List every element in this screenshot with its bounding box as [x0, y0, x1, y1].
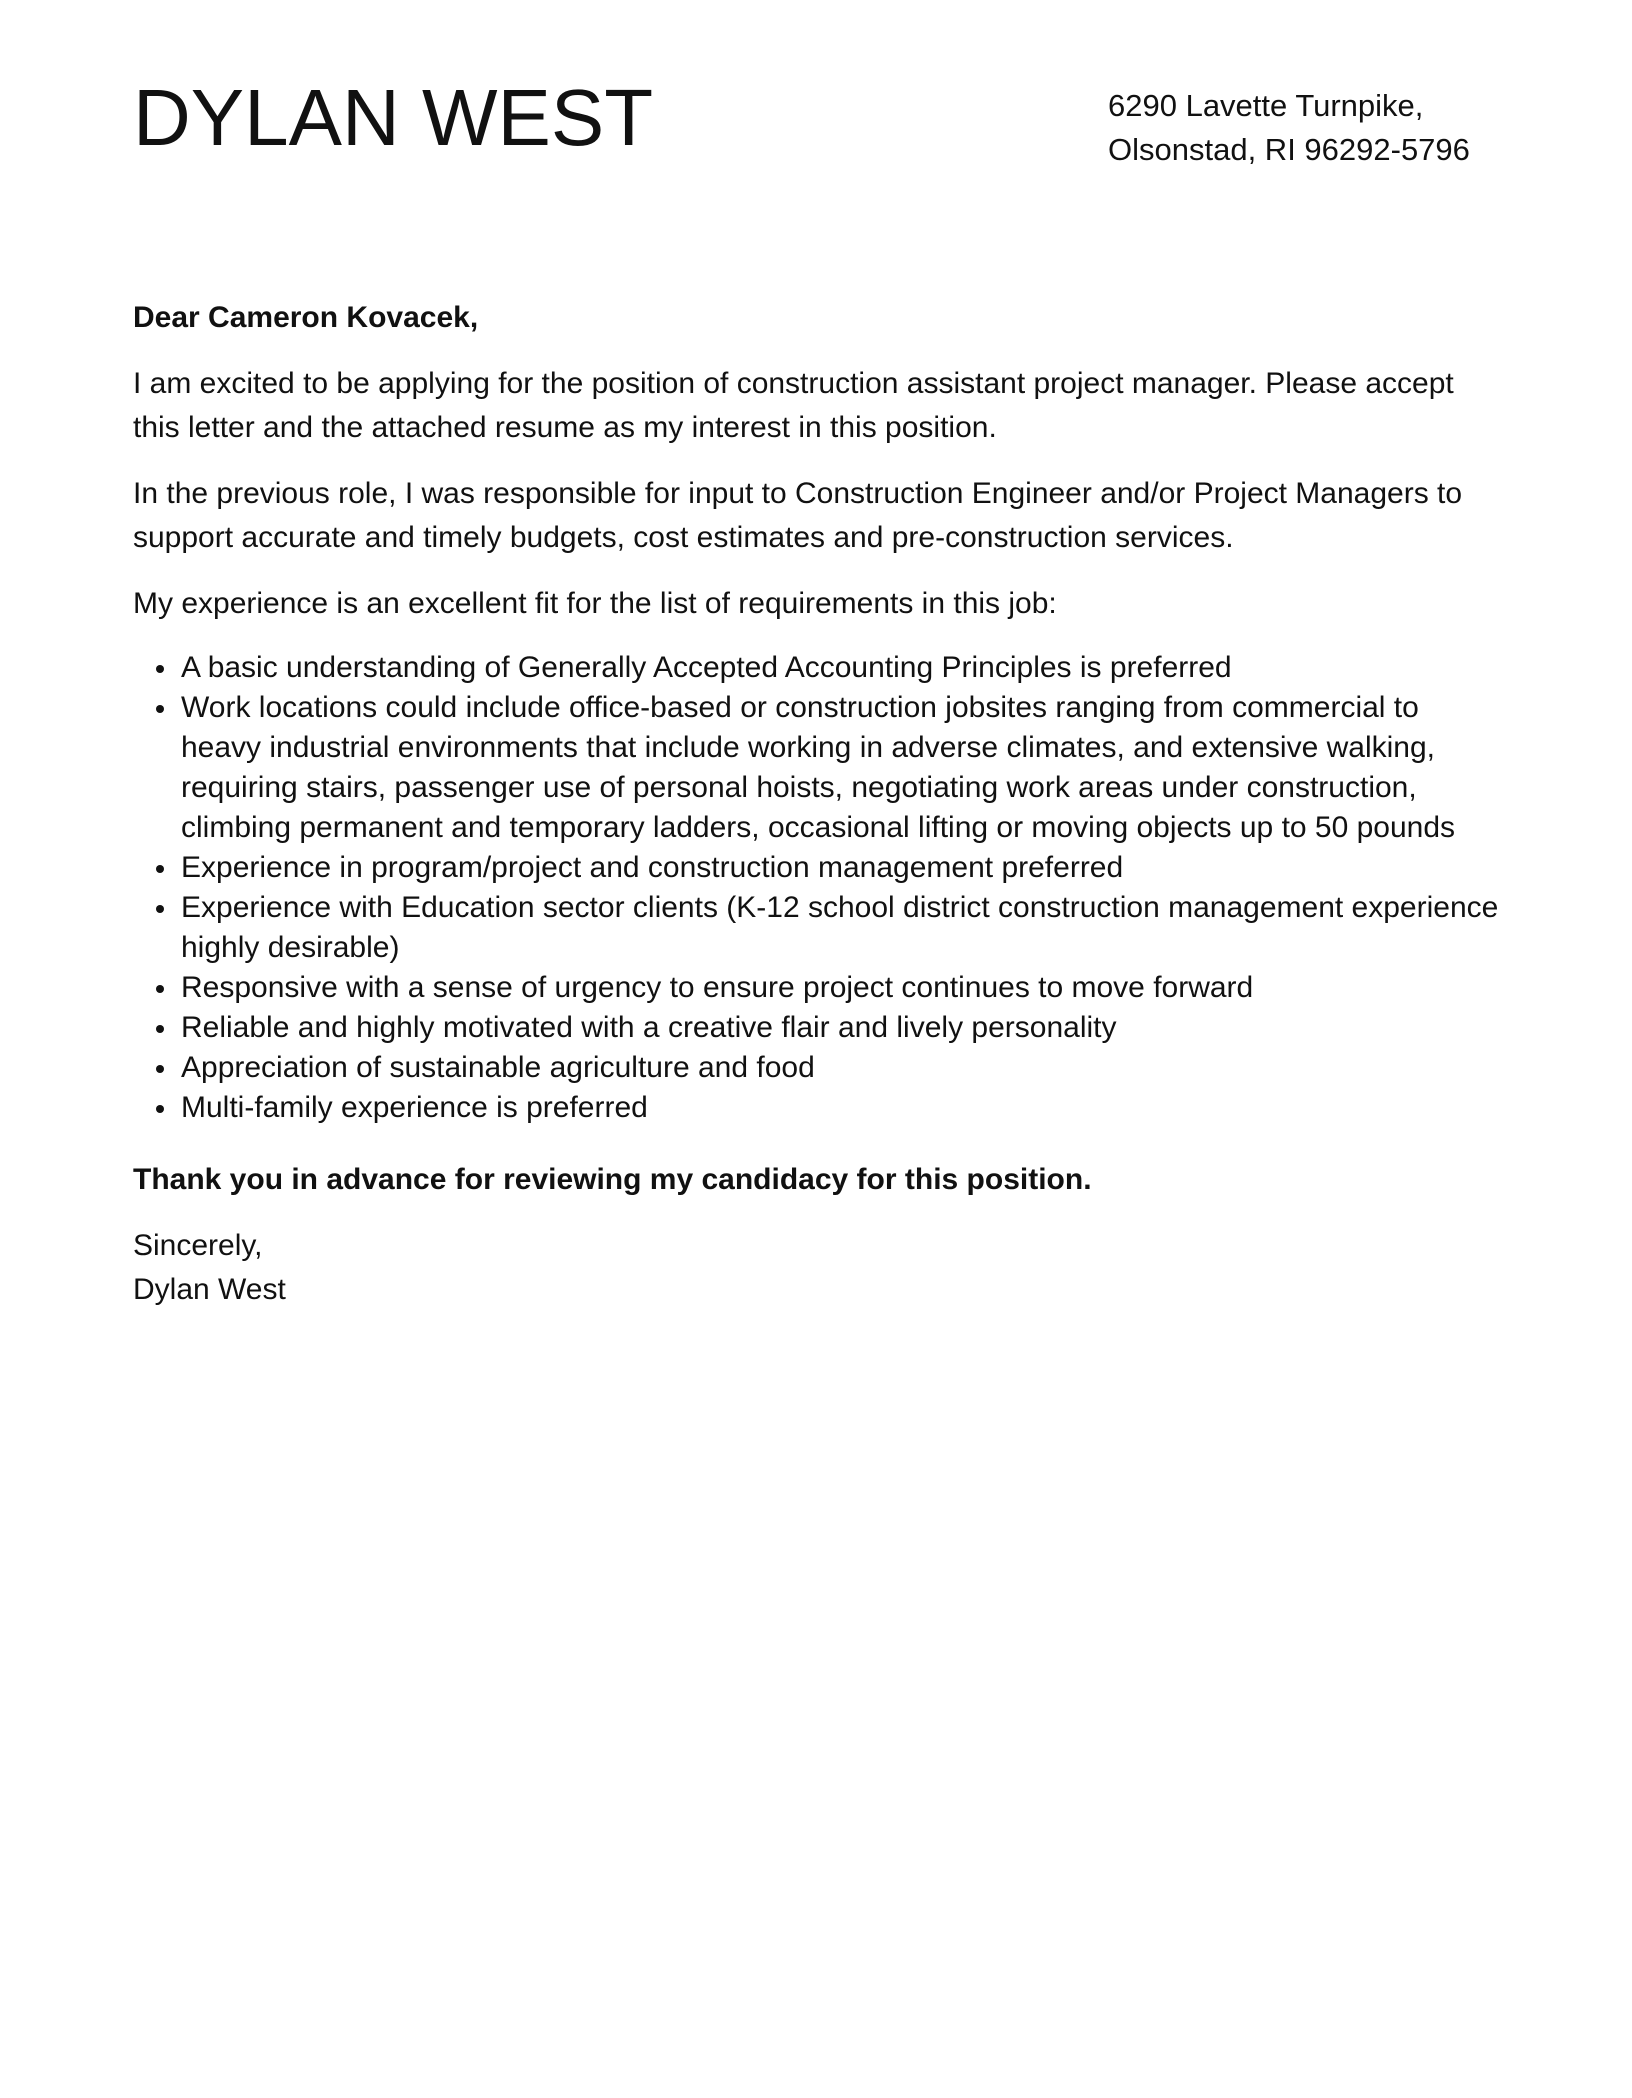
requirement-item: Reliable and highly motivated with a creative flair and lively personality — [181, 1008, 1503, 1048]
intro-paragraph: I am excited to be applying for the position of construction assistant project manager. Please accept this letter and the attached resume as my interest in this position. — [133, 367, 1454, 444]
requirement-item: A basic understanding of Generally Accepted Accounting Principles is preferred — [181, 648, 1503, 688]
previous-role-paragraph: In the previous role, I was responsible for input to Construction Engineer and/or Project Managers to support accurate and timely budgets, cost estimates and pre-construction services. — [133, 477, 1463, 554]
signature-name: Dylan West — [133, 1273, 286, 1306]
signoff-text: Sincerely, — [133, 1229, 263, 1262]
signoff — [133, 1224, 1503, 1312]
applicant-address — [1108, 84, 1470, 172]
requirement-item: Multi-family experience is preferred — [181, 1088, 1503, 1128]
applicant-name: DYLAN WEST — [133, 73, 654, 162]
closing-statement: Thank you in advance for reviewing my candidacy for this position. — [133, 1163, 1092, 1196]
requirements-intro-paragraph: My experience is an excellent fit for the list of requirements in this job: — [133, 587, 1057, 620]
requirement-item: Responsive with a sense of urgency to ensure project continues to move forward — [181, 968, 1503, 1008]
requirement-item: Experience in program/project and construction management preferred — [181, 848, 1503, 888]
requirement-item: Appreciation of sustainable agriculture and food — [181, 1048, 1503, 1088]
address-line-2: Olsonstad, RI 96292-5796 — [1108, 132, 1470, 167]
requirement-item: Work locations could include office-based or construction jobsites ranging from commercial to heavy industrial environments that include working in adverse climates, and extensive walking, requiring stairs, passenger use of personal hoists, negotiating work areas under construction, climbing permanent and temporary ladders, occasional lifting or moving objects up to 50 pounds — [181, 688, 1503, 848]
requirements-list — [133, 648, 1503, 1128]
letter-body — [133, 296, 1503, 1312]
requirement-item: Experience with Education sector clients (K-12 school district construction management experience highly desirable) — [181, 888, 1503, 968]
address-line-1: 6290 Lavette Turnpike, — [1108, 88, 1424, 123]
salutation: Dear Cameron Kovacek, — [133, 301, 479, 334]
